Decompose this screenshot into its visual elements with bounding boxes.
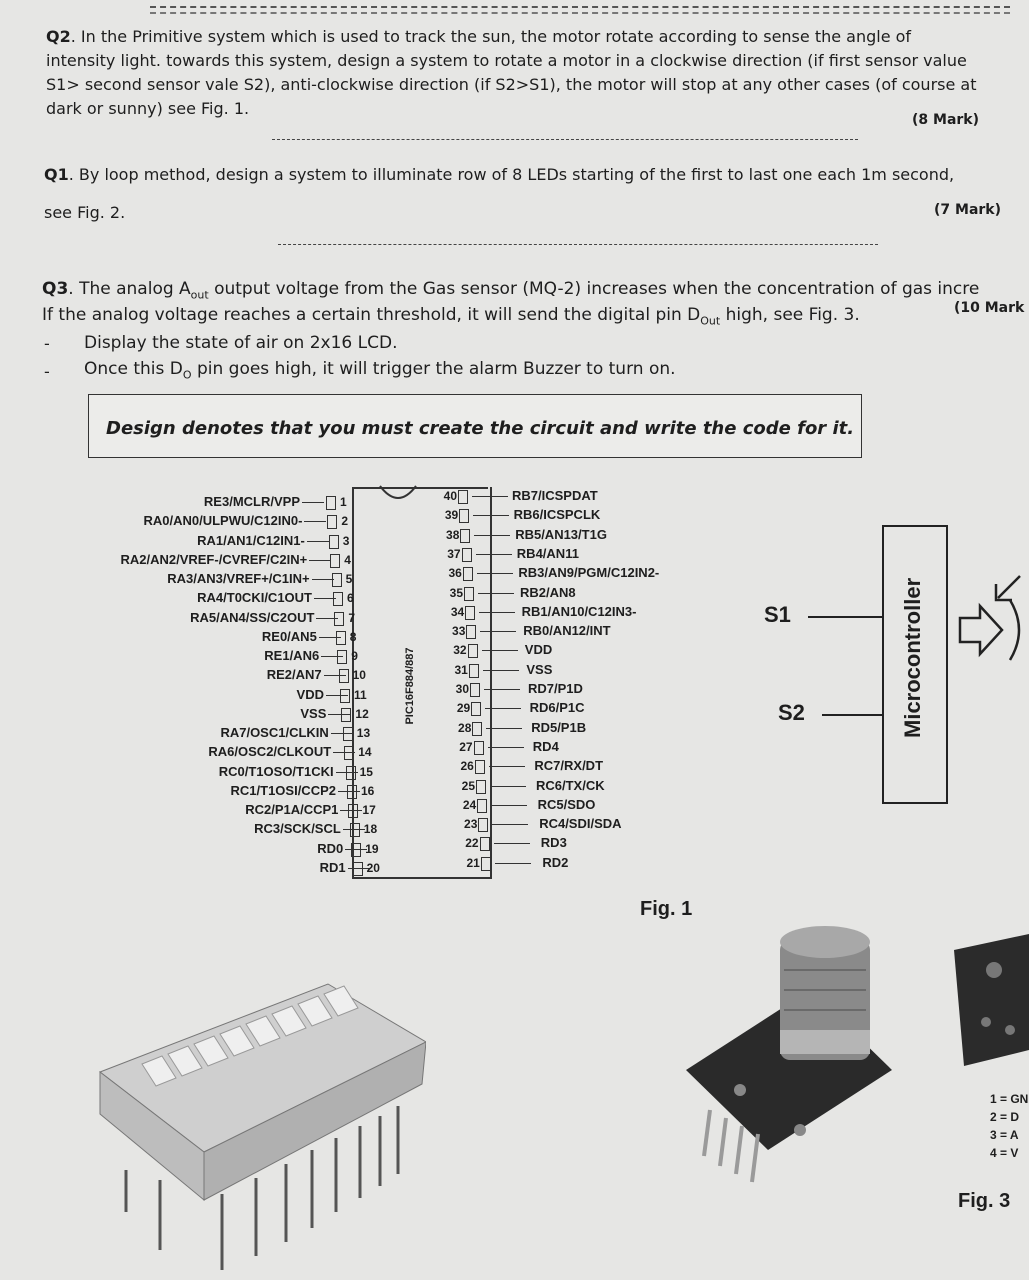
chip-name-wrap bbox=[395, 640, 425, 740]
chip-pin-number: 21 bbox=[466, 855, 480, 870]
pin-pad bbox=[474, 741, 484, 755]
pin-lead bbox=[478, 593, 514, 594]
chip-pin-number: 5 bbox=[345, 572, 353, 586]
q2-line-4: dark or sunny) see Fig. 1. bbox=[46, 99, 250, 118]
chip-pin-label: RD6/P1C bbox=[529, 700, 585, 716]
q2-line-2: intensity light. towards this system, design a system to rotate a motor in a clockwise direction (if first sensor value bbox=[46, 51, 967, 70]
pin-pad bbox=[336, 631, 346, 645]
pin-lead bbox=[477, 573, 513, 574]
chip-pin-label: VDD bbox=[524, 642, 553, 658]
q3-line-2 bbox=[42, 304, 860, 332]
chip-pin-number: 35 bbox=[449, 585, 463, 600]
chip-pin-label: RC0/T1OSO/T1CKI bbox=[218, 763, 334, 779]
pin-pad bbox=[460, 529, 470, 543]
pin-pad bbox=[344, 746, 354, 760]
pin-lead bbox=[488, 747, 524, 748]
q2-line-1 bbox=[46, 26, 911, 48]
pin-pad bbox=[472, 722, 482, 736]
chip-pin-number: 13 bbox=[356, 726, 371, 740]
chip-pin-label: RA2/AN2/VREF-/CVREF/C2IN+ bbox=[120, 551, 308, 567]
pin-pad bbox=[343, 727, 353, 741]
motor-arrow-icon bbox=[950, 560, 1029, 680]
chip-pin-number: 40 bbox=[443, 489, 457, 503]
led-bar-graph-image bbox=[96, 980, 426, 1280]
pin-pad bbox=[353, 862, 363, 876]
chip-pin-number: 18 bbox=[363, 822, 378, 837]
chip-pin-number: 7 bbox=[348, 610, 356, 625]
gas-sensor-image bbox=[680, 920, 900, 1190]
chip-pin-label: VSS bbox=[526, 661, 553, 677]
pin-pad bbox=[470, 683, 480, 697]
chip-pin-number: 11 bbox=[354, 687, 367, 702]
q3-text: Once this D bbox=[84, 359, 183, 379]
q3-text: . The analog A bbox=[68, 279, 191, 299]
q3-subscript: O bbox=[182, 368, 192, 382]
chip-pin-label: RB1/AN10/C12IN3- bbox=[521, 603, 637, 619]
pin-lead bbox=[480, 631, 516, 632]
chip-pin-number: 26 bbox=[460, 759, 474, 774]
pin-lead bbox=[486, 728, 522, 729]
pin-pad bbox=[468, 644, 478, 658]
bullet-dash: - bbox=[44, 334, 50, 353]
chip-pin-label: RB0/AN12/INT bbox=[523, 623, 611, 639]
chip-pin-number: 4 bbox=[344, 552, 351, 567]
q3-number: Q3 bbox=[42, 279, 69, 299]
pin-lead bbox=[495, 863, 531, 864]
chip-pin-number: 31 bbox=[454, 662, 468, 677]
pin-lead bbox=[489, 766, 525, 767]
chip-pin-number: 32 bbox=[453, 643, 467, 658]
pin-pad bbox=[330, 554, 340, 568]
chip-pin-number: 29 bbox=[456, 701, 471, 716]
chip-pin-number: 37 bbox=[447, 546, 461, 561]
s1-label: S1 bbox=[764, 602, 791, 627]
s2-label: S2 bbox=[778, 700, 805, 725]
separator bbox=[278, 244, 878, 245]
pin-pad bbox=[351, 843, 361, 857]
chip-pin-label: RB7/ICSPDAT bbox=[512, 488, 598, 503]
chip-pin-label: RB3/AN9/PGM/C12IN2- bbox=[518, 565, 660, 581]
pin-pad bbox=[478, 818, 488, 832]
q3-line-1 bbox=[42, 278, 979, 306]
q2-mark: (8 Mark) bbox=[912, 112, 980, 128]
q1-mark: (7 Mark) bbox=[934, 202, 1002, 218]
chip-pin-number: 17 bbox=[362, 803, 376, 817]
top-rule bbox=[150, 6, 1010, 8]
fig3-caption: Fig. 3 bbox=[958, 1190, 1011, 1212]
q2-line-3: S1> second sensor vale S2), anti-clockwise direction (if S2>S1), the motor will stop at any other cases (of course at bbox=[46, 75, 977, 94]
chip-pin-label: RC5/SDO bbox=[537, 796, 596, 812]
separator bbox=[272, 139, 858, 140]
chip-pin-label: RC1/T1OSI/CCP2 bbox=[230, 782, 336, 798]
pin-pad bbox=[463, 567, 473, 581]
chip-pin-label: RD3 bbox=[540, 835, 567, 851]
chip-pin-number: 22 bbox=[465, 836, 479, 851]
chip-pin-number: 23 bbox=[464, 817, 478, 832]
q3-text: pin goes high, it will trigger the alarm Buzzer to turn on. bbox=[191, 359, 676, 379]
pin-pad bbox=[480, 837, 490, 851]
chip-pin-label: RD1 bbox=[319, 859, 346, 875]
chip-pin-number: 9 bbox=[351, 649, 358, 663]
chip-name: PIC16F884/887 bbox=[404, 647, 416, 725]
chip-pin-number: 16 bbox=[361, 783, 375, 798]
chip-pin-label: RA1/AN1/C12IN1- bbox=[197, 532, 305, 548]
pin-pad bbox=[465, 606, 475, 620]
pin-lead bbox=[302, 502, 324, 503]
pin-pad bbox=[464, 587, 474, 601]
chip-pin-label: RD4 bbox=[532, 738, 559, 754]
pin-pad bbox=[462, 548, 472, 562]
q3-bullet-2 bbox=[84, 358, 676, 386]
design-note: Design denotes that you must create the circuit and write the code for it. bbox=[106, 418, 855, 439]
chip-pin-number: 36 bbox=[448, 566, 462, 581]
pin-pad bbox=[340, 689, 350, 703]
q1-number: Q1 bbox=[44, 165, 69, 184]
chip-pin-label: RA0/AN0/ULPWU/C12IN0- bbox=[143, 513, 303, 529]
q1-line-1 bbox=[44, 164, 954, 186]
q1-line-2: see Fig. 2. bbox=[44, 203, 126, 222]
chip-pin-label: RB2/AN8 bbox=[520, 584, 576, 600]
chip-pin-number: 8 bbox=[349, 629, 357, 644]
chip-pin-label: VDD bbox=[296, 686, 324, 702]
chip-pin-number: 19 bbox=[365, 841, 379, 856]
chip-pin-label: RB4/AN11 bbox=[516, 545, 579, 561]
chip-pin-number: 1 bbox=[340, 495, 347, 509]
pin-pad bbox=[477, 799, 487, 813]
bullet-dash: - bbox=[44, 362, 50, 381]
pin-lead bbox=[472, 496, 508, 497]
q3-text: output voltage from the Gas sensor (MQ-2) increases when the concentration of gas incre bbox=[208, 279, 980, 299]
chip-pin-number: 14 bbox=[358, 745, 372, 760]
pin-lead bbox=[485, 708, 521, 709]
chip-pin-label: RA6/OSC2/CLKOUT bbox=[208, 744, 332, 760]
pin-lead bbox=[312, 579, 334, 580]
pin-pad bbox=[334, 612, 344, 626]
chip-pin-label: RA7/OSC1/CLKIN bbox=[220, 725, 329, 740]
chip-pin-label: RB6/ICSPCLK bbox=[513, 507, 601, 523]
chip-pin-label: VSS bbox=[300, 705, 327, 721]
chip-pin-label: RE2/AN7 bbox=[266, 667, 322, 683]
pin-lead bbox=[494, 843, 530, 844]
chip-pin-number: 33 bbox=[452, 624, 466, 639]
sensor-module-image bbox=[950, 930, 1029, 1070]
pin-pad bbox=[459, 509, 469, 523]
chip-pin-number: 28 bbox=[458, 720, 472, 735]
pin-pad bbox=[326, 496, 336, 510]
q3-text: If the analog voltage reaches a certain threshold, it will send the digital pin D bbox=[42, 305, 701, 325]
chip-pin-label: RE3/MCLR/VPP bbox=[203, 494, 300, 509]
q3-mark: (10 Mark bbox=[954, 300, 1025, 316]
q3-subscript: Out bbox=[700, 314, 721, 328]
chip-pin-label: RA3/AN3/VREF+/C1IN+ bbox=[167, 571, 310, 586]
chip-pin-number: 20 bbox=[366, 860, 380, 875]
pin-lead bbox=[491, 805, 527, 806]
chip-pin-number: 10 bbox=[352, 668, 366, 683]
chip-pin-label: RC2/P1A/CCP1 bbox=[245, 802, 339, 817]
q1-text: . By loop method, design a system to illuminate row of 8 LEDs starting of the first to last one each 1m second, bbox=[68, 165, 955, 184]
pin-lead bbox=[490, 786, 526, 787]
fig3-pin-1: 1 = GN bbox=[990, 1092, 1029, 1106]
pin-lead bbox=[304, 521, 326, 522]
chip-pin-number: 2 bbox=[341, 514, 349, 529]
chip-pin-label: RE1/AN6 bbox=[264, 648, 320, 663]
pin-pad bbox=[339, 669, 349, 683]
chip-pin-number: 15 bbox=[359, 764, 373, 779]
pin-pad bbox=[347, 785, 357, 799]
pin-pad bbox=[329, 535, 339, 549]
pin-pad bbox=[458, 490, 468, 504]
q2-number: Q2 bbox=[46, 27, 71, 46]
chip-pin-number: 39 bbox=[444, 508, 459, 523]
chip-pin-label: RC3/SCK/SCL bbox=[254, 821, 341, 837]
pin-lead bbox=[484, 689, 520, 690]
chip-pin-number: 30 bbox=[455, 682, 469, 696]
chip-pin-number: 25 bbox=[461, 778, 475, 793]
pin-lead bbox=[307, 541, 329, 542]
chip-pin-label: RE0/AN5 bbox=[261, 628, 317, 644]
chip-pin-label: RC7/RX/DT bbox=[534, 758, 604, 774]
pin-pad bbox=[337, 650, 347, 664]
s2-wire bbox=[822, 714, 882, 716]
pin-lead bbox=[479, 612, 515, 613]
pin-pad bbox=[348, 804, 358, 818]
fig1-caption: Fig. 1 bbox=[640, 898, 693, 920]
chip-pin-number: 6 bbox=[347, 591, 354, 606]
fig3-pin-4: 4 = V bbox=[990, 1146, 1019, 1160]
pin-lead bbox=[483, 670, 519, 671]
fig3-pin-3: 3 = A bbox=[990, 1128, 1019, 1142]
chip-pin-number: 24 bbox=[462, 797, 477, 812]
pin-pad bbox=[466, 625, 476, 639]
q3-subscript: out bbox=[190, 288, 209, 302]
chip-pin-number: 38 bbox=[446, 527, 460, 542]
pin-pad bbox=[341, 708, 351, 722]
q2-text: . In the Primitive system which is used to track the sun, the motor rotate according to sense the angle of bbox=[70, 27, 912, 46]
pin-pad bbox=[327, 515, 337, 529]
pin-pad bbox=[471, 702, 481, 716]
chip-pin-label: RD2 bbox=[542, 854, 569, 870]
pin-lead bbox=[474, 535, 510, 536]
pin-lead bbox=[309, 560, 331, 561]
chip-pin-label: RD5/P1B bbox=[531, 719, 587, 735]
fig3-pin-list bbox=[990, 1090, 1028, 1162]
chip-pin-number: 34 bbox=[450, 604, 465, 619]
chip-pin-number: 12 bbox=[355, 706, 369, 721]
fig3-pin-2: 2 = D bbox=[990, 1110, 1020, 1124]
chip-notch-icon bbox=[378, 484, 418, 504]
chip-pin-number: 3 bbox=[342, 533, 350, 548]
chip-pin-label: RD7/P1D bbox=[528, 681, 583, 696]
chip-pin-label: RC6/TX/CK bbox=[536, 777, 605, 793]
pin-lead bbox=[492, 824, 528, 825]
pin-pad bbox=[476, 780, 486, 794]
pin-pad bbox=[475, 760, 485, 774]
pin-lead bbox=[482, 650, 518, 651]
pin-pad bbox=[350, 823, 360, 837]
pin-pad bbox=[469, 664, 479, 678]
s1-wire bbox=[808, 616, 882, 618]
pin-lead bbox=[476, 554, 512, 555]
q3-bullet-1: Display the state of air on 2x16 LCD. bbox=[84, 333, 398, 353]
chip-pin-label: RA5/AN4/SS/C2OUT bbox=[190, 609, 315, 625]
q3-text: high, see Fig. 3. bbox=[720, 305, 860, 325]
pin-pad bbox=[333, 592, 343, 606]
pin-lead bbox=[473, 515, 509, 516]
chip-pin-number: 27 bbox=[459, 739, 473, 754]
pin-pad bbox=[346, 766, 356, 780]
pin-pad bbox=[481, 857, 491, 871]
chip-pin-label: RD0 bbox=[317, 840, 344, 856]
chip-pin-label: RA4/T0CKI/C1OUT bbox=[197, 590, 312, 606]
chip-pin-label: RB5/AN13/T1G bbox=[515, 526, 607, 542]
chip-pin-label: RC4/SDI/SDA bbox=[539, 816, 622, 832]
pin-pad bbox=[332, 573, 342, 587]
top-rule bbox=[150, 12, 1010, 14]
microcontroller-label: Microcontroller bbox=[900, 577, 925, 738]
